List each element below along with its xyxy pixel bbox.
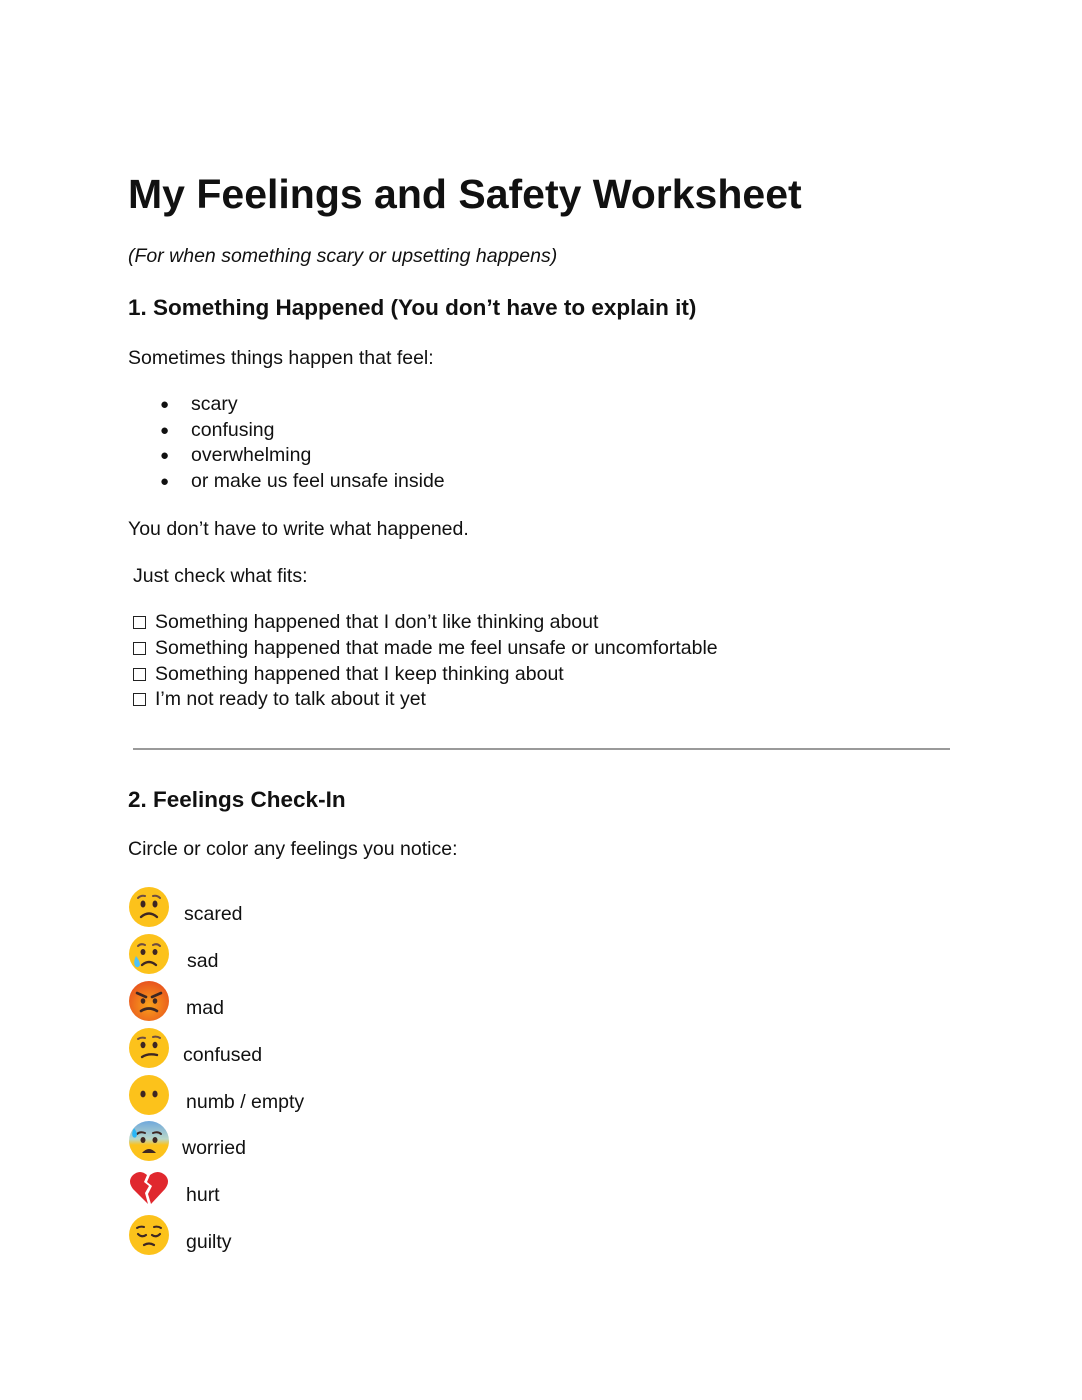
feeling-label: hurt (186, 1184, 220, 1207)
checkbox-icon[interactable] (133, 668, 146, 681)
check-prompt: Just check what fits: (133, 565, 308, 587)
bullet-item (160, 392, 445, 418)
bullet-item (160, 418, 445, 444)
checkbox-label: I’m not ready to talk about it yet (155, 688, 426, 711)
pensive-face-icon (128, 1214, 170, 1256)
bullet-item (160, 443, 445, 469)
section-divider (133, 748, 950, 750)
checkbox-label: Something happened that I keep thinking about (155, 662, 564, 685)
no-write-note: You don’t have to write what happened. (128, 518, 469, 540)
section-1-heading: 1. Something Happened (You don’t have to explain it) (128, 295, 697, 320)
bullet-dot-icon: ● (160, 447, 170, 464)
feeling-label: worried (182, 1137, 246, 1160)
crying-face-icon (128, 933, 170, 975)
section-2-heading: 2. Feelings Check-In (128, 787, 346, 812)
bullet-item (160, 469, 445, 495)
no-mouth-face-icon (128, 1074, 170, 1116)
bullet-dot-icon: ● (160, 421, 170, 439)
angry-face-icon (128, 980, 170, 1022)
broken-heart-icon (128, 1167, 170, 1209)
feelings-bullet-list (160, 392, 445, 494)
checkbox-label: Something happened that made me feel unsafe or uncomfortable (155, 636, 718, 659)
bullet-text: confusing (191, 418, 275, 441)
bullet-text: scary (191, 393, 238, 415)
page-title: My Feelings and Safety Worksheet (128, 171, 802, 217)
checkbox-icon[interactable] (133, 693, 146, 706)
feeling-label: scared (184, 903, 243, 925)
checkbox-item[interactable] (133, 610, 718, 636)
worried-face-icon (128, 886, 170, 928)
bullet-text: or make us feel unsafe inside (191, 469, 445, 492)
checkbox-label: Something happened that I don’t like thinking about (155, 611, 599, 633)
bullet-text: overwhelming (191, 444, 312, 466)
feeling-label: confused (183, 1043, 263, 1066)
checkbox-item[interactable] (133, 636, 718, 662)
anxious-sweat-face-icon (128, 1120, 170, 1162)
feeling-label: numb / empty (186, 1090, 305, 1113)
section-2-intro: Circle or color any feelings you notice: (128, 838, 458, 860)
bullet-dot-icon: ● (160, 472, 170, 490)
checkbox-item[interactable] (133, 662, 718, 688)
checkbox-list (133, 610, 718, 713)
feeling-label: sad (187, 949, 219, 972)
feeling-label: mad (186, 996, 224, 1019)
checkbox-item[interactable] (133, 687, 718, 713)
feeling-label: guilty (186, 1231, 232, 1254)
section-1-intro: Sometimes things happen that feel: (128, 347, 434, 369)
bullet-dot-icon: ● (160, 396, 170, 413)
page-subtitle: (For when something scary or upsetting happens) (128, 245, 558, 267)
confused-face-icon (128, 1027, 170, 1069)
checkbox-icon[interactable] (133, 616, 146, 629)
checkbox-icon[interactable] (133, 642, 146, 655)
